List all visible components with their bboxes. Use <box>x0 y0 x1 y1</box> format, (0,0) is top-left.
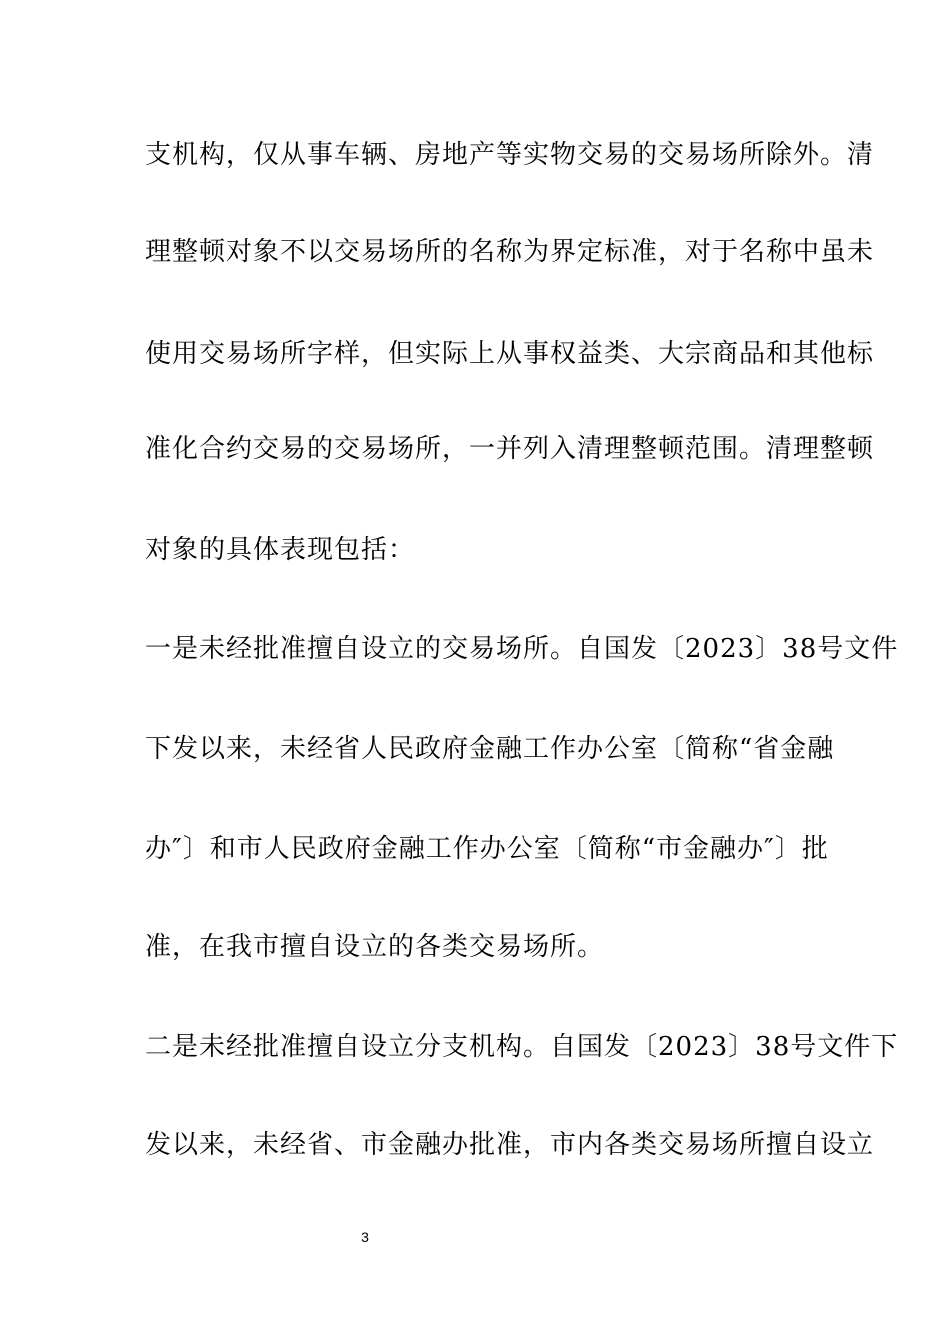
paragraph-line: 二是未经批准擅自设立分支机构。自国发〔2023〕38号文件下 <box>145 1032 899 1062</box>
paragraph-line: 准，在我市擅自设立的各类交易场所。 <box>145 932 605 962</box>
paragraph-line: 办″〕和市人民政府金融工作办公室〔简称“市金融办″〕批 <box>145 834 829 864</box>
paragraph-line: 一是未经批准擅自设立的交易场所。自国发〔2023〕38号文件 <box>145 634 899 664</box>
paragraph-line: 使用交易场所字样，但实际上从事权益类、大宗商品和其他标 <box>145 339 875 369</box>
paragraph-line: 发以来，未经省、市金融办批准，市内各类交易场所擅自设立 <box>145 1130 875 1160</box>
page-number: 3 <box>361 1229 369 1245</box>
paragraph-line: 准化合约交易的交易场所，一并列入清理整顿范围。清理整顿 <box>145 434 875 464</box>
paragraph-line: 下发以来，未经省人民政府金融工作办公室〔简称“省金融 <box>145 734 835 764</box>
paragraph-line: 对象的具体表现包括： <box>145 535 416 565</box>
paragraph-line: 支机构，仅从事车辆、房地产等实物交易的交易场所除外。清 <box>145 140 875 170</box>
paragraph-line: 理整顿对象不以交易场所的名称为界定标准，对于名称中虽未 <box>145 237 875 267</box>
